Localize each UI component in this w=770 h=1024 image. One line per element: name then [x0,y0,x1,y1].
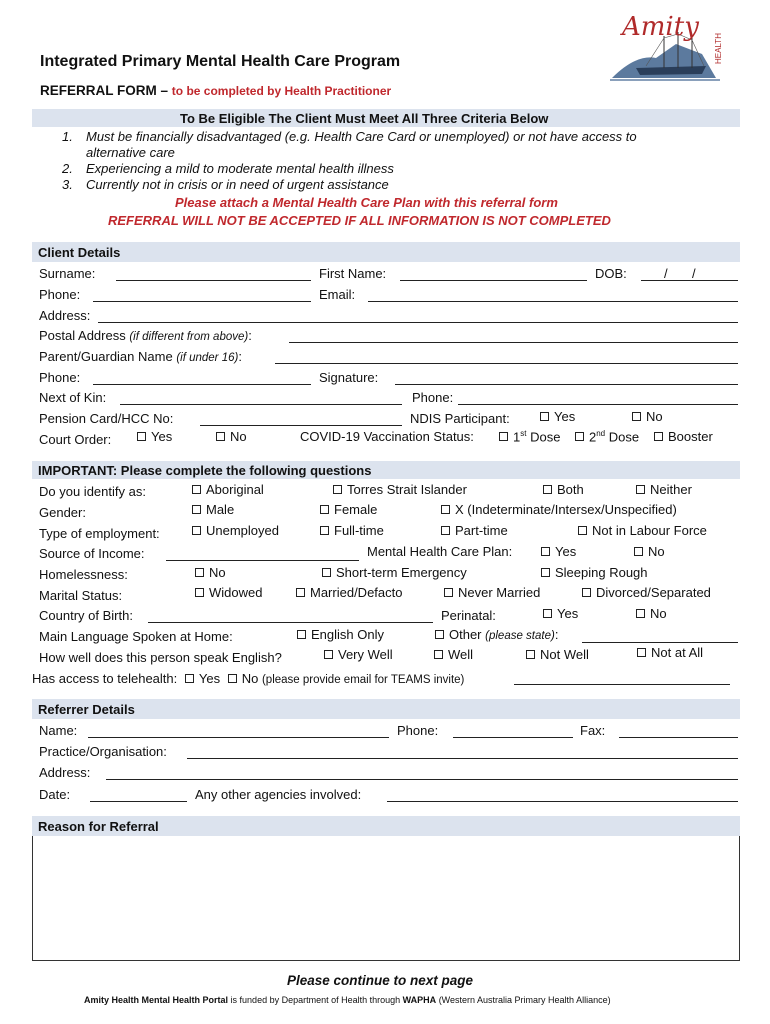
guardian-field[interactable] [275,363,738,364]
court-no-option[interactable] [216,429,247,444]
amity-logo [606,14,734,84]
perinatal-no-label: No [650,606,667,621]
logo-health: HEALTH [714,33,723,64]
tele-yes-label: Yes [198,671,221,686]
reason-heading: Reason for Referral [38,819,159,834]
pension-field[interactable] [200,425,402,426]
warning-notice: REFERRAL WILL NOT BE ACCEPTED IF ALL INFORMATION IS NOT COMPLETED [108,213,611,228]
ndis-no-label: No [646,409,663,424]
referrer-name-label: Name: [39,723,78,738]
postal-address-label [39,328,252,343]
referrer-address-field[interactable] [106,779,738,780]
ndis-yes-label: Yes [554,409,576,424]
checkbox-icon[interactable] [192,485,201,494]
dose2-label: Dose [608,429,640,445]
date-field[interactable] [90,801,187,802]
telehealth-email-field[interactable] [514,684,730,685]
perinatal-label: Perinatal: [441,608,496,623]
female-label: Female [334,502,378,517]
female-option[interactable] [320,502,377,517]
fulltime-option[interactable] [320,523,384,538]
checkbox-icon[interactable] [216,432,225,441]
address-label: Address: [39,308,91,323]
other-option[interactable] [435,627,558,642]
divorced-label: Divorced/Separated [596,585,711,600]
court-yes-label: Yes [151,429,173,444]
criteria-heading: To Be Eligible The Client Must Meet All Three Criteria Below [180,111,549,126]
mhcp-label: Mental Health Care Plan: [367,544,513,559]
never-married-option[interactable] [444,585,540,600]
dose2-num: 2 [589,429,597,445]
not-well-option[interactable] [526,647,589,662]
checkbox-icon[interactable] [637,648,646,657]
referrer-heading: Referrer Details [38,702,135,717]
checkbox-icon[interactable] [541,547,550,556]
signature-label: Signature: [319,370,379,385]
short-term-label: Short-term Emergency [336,565,467,580]
very-well-label: Very Well [338,647,393,662]
checkbox-icon[interactable] [435,630,444,639]
homeless-no-label: No [209,565,226,580]
checkbox-icon[interactable] [192,505,201,514]
covid-label: COVID-19 Vaccination Status: [300,429,474,444]
not-labour-label: Not in Labour Force [592,523,707,538]
checkbox-icon[interactable] [320,505,329,514]
well-option[interactable] [434,647,473,662]
criteria-3: Currently not in crisis or in need of urgent assistance [86,177,389,192]
checkbox-icon[interactable] [526,650,535,659]
important-band [32,461,740,479]
client-details-heading: Client Details [38,245,121,260]
first-name-field[interactable] [400,280,587,281]
unemployed-label: Unemployed [206,523,279,538]
kin-phone-label: Phone: [412,390,454,405]
sleeping-label: Sleeping Rough [555,565,648,580]
both-label: Both [557,482,584,497]
well-label: Well [448,647,474,662]
neither-label: Neither [650,482,692,497]
tele-no-label: No [241,671,259,686]
widowed-option[interactable] [195,585,262,600]
unemployed-option[interactable] [192,523,279,538]
not-well-label: Not Well [540,647,589,662]
aboriginal-option[interactable] [192,482,264,497]
referrer-phone-field[interactable] [453,737,573,738]
checkbox-icon[interactable] [333,485,342,494]
checkbox-icon[interactable] [228,674,237,683]
married-option[interactable] [296,585,402,600]
fulltime-label: Full-time [334,523,384,538]
income-field[interactable] [166,560,359,561]
dose2-sup: nd [596,429,606,438]
country-label: Country of Birth: [39,608,133,623]
criteria-2: Experiencing a mild to moderate mental health illness [86,161,394,176]
pension-label: Pension Card/HCC No: [39,411,174,426]
checkbox-icon[interactable] [578,526,587,535]
x-option[interactable] [441,502,677,517]
dose1-sup: st [520,429,527,438]
address-field[interactable] [98,322,738,323]
court-order-label: Court Order: [39,432,112,447]
reason-textarea[interactable] [32,836,740,961]
checkbox-icon[interactable] [582,588,591,597]
postal-colon: : [248,328,252,343]
divorced-option[interactable] [582,585,711,600]
parttime-option[interactable] [441,523,508,538]
ndis-label: NDIS Participant: [410,411,510,426]
court-no-label: No [230,429,247,444]
surname-label: Surname: [39,266,96,281]
attach-notice: Please attach a Mental Health Care Plan with this referral form [175,195,558,210]
phone-field-2[interactable] [93,384,311,385]
next-of-kin-field[interactable] [120,404,402,405]
other-label: Other [449,627,482,642]
homeless-no-option[interactable] [195,565,226,580]
dob-label: DOB: [595,266,627,281]
guardian-label [39,349,242,364]
checkbox-icon[interactable] [634,547,643,556]
male-option[interactable] [192,502,234,517]
dash: – [160,83,169,98]
criteria-1-cont: alternative care [86,145,175,160]
language-label: Main Language Spoken at Home: [39,629,233,644]
sleeping-option[interactable] [541,565,648,580]
form-subtitle [40,83,391,98]
checkbox-icon[interactable] [441,526,450,535]
funded-text: is funded by Department of Health through [230,995,401,1005]
logo-text: Amity [622,12,699,42]
checkbox-icon[interactable] [444,588,453,597]
english-label: English Only [311,627,384,642]
referrer-fax-field[interactable] [619,737,738,738]
first-name-label: First Name: [319,266,387,281]
email-label: Email: [319,287,356,302]
practice-label: Practice/Organisation: [39,744,167,759]
important-heading: IMPORTANT: Please complete the following questions [38,463,372,478]
referrer-name-field[interactable] [88,737,389,738]
dob-slash-1: / [664,266,668,281]
country-field[interactable] [148,622,433,623]
phone-label: Phone: [39,287,81,302]
signature-field[interactable] [395,384,738,385]
short-term-option[interactable] [322,565,467,580]
dose2-option[interactable] [575,429,639,444]
checkbox-icon[interactable] [185,674,194,683]
mhcp-no-option[interactable] [634,544,665,559]
both-option[interactable] [543,482,584,497]
referrer-fax-label: Fax: [580,723,606,738]
criteria-1-num: 1. [62,129,73,144]
widowed-label: Widowed [209,585,263,600]
wapha-full: (Western Australia Primary Health Alliance) [438,995,611,1005]
other-note: (please state) [485,630,555,642]
dose1-num: 1 [513,429,521,445]
agencies-label: Any other agencies involved: [195,787,362,802]
reason-band [32,816,740,836]
date-label: Date: [39,787,71,802]
employment-label: Type of employment: [39,526,160,541]
criteria-2-num: 2. [62,161,73,176]
checkbox-icon[interactable] [541,568,550,577]
booster-label: Booster [668,429,713,444]
checkbox-icon[interactable] [296,588,305,597]
ndis-no-option[interactable] [632,409,663,424]
checkbox-icon[interactable] [195,568,204,577]
funding-note [84,995,611,1005]
checkbox-icon[interactable] [636,485,645,494]
phone-label-2: Phone: [39,370,81,385]
checkbox-icon[interactable] [499,432,508,441]
checkbox-icon[interactable] [632,412,641,421]
telehealth-row [32,671,464,686]
criteria-1: Must be financially disadvantaged (e.g. Health Care Card or unemployed) or not have access to [86,129,637,144]
checkbox-icon[interactable] [434,650,443,659]
page-title: Integrated Primary Mental Health Care Program [40,53,401,70]
english-level-label: How well does this person speak English? [39,650,282,665]
checkbox-icon[interactable] [324,650,333,659]
dose1-label: Dose [530,429,561,445]
booster-option[interactable] [654,429,713,444]
tele-note: (please provide email for TEAMS invite) [261,674,465,686]
checkbox-icon[interactable] [195,588,204,597]
portal-name: Amity Health Mental Health Portal [84,995,229,1005]
referrer-address-label: Address: [39,765,91,780]
referral-form-label: REFERRAL FORM [40,83,157,98]
kin-phone-field[interactable] [458,404,738,405]
checkbox-icon[interactable] [636,609,645,618]
perinatal-yes-label: Yes [557,606,579,621]
criteria-3-num: 3. [62,177,73,192]
identify-label: Do you identify as: [39,484,146,499]
perinatal-yes-option[interactable] [543,606,578,621]
mhcp-yes-option[interactable] [541,544,576,559]
phone-field[interactable] [93,301,311,302]
guardian-text: Parent/Guardian Name [39,349,173,364]
referrer-band [32,699,740,719]
next-of-kin-label: Next of Kin: [39,390,107,405]
agencies-field[interactable] [387,801,738,802]
very-well-option[interactable] [324,647,393,662]
never-married-label: Never Married [458,585,541,600]
criteria-band [32,109,740,127]
guardian-colon: : [238,349,242,364]
checkbox-icon[interactable] [297,630,306,639]
torres-option[interactable] [333,482,467,497]
not-all-option[interactable] [637,645,703,660]
client-details-band [32,242,740,262]
mhcp-yes-label: Yes [555,544,577,559]
surname-field[interactable] [116,280,311,281]
other-language-field[interactable] [582,642,738,643]
perinatal-no-option[interactable] [636,606,667,621]
dob-field[interactable] [641,280,738,281]
checkbox-icon[interactable] [654,432,663,441]
telehealth-label: Has access to telehealth: [32,671,178,686]
checkbox-icon[interactable] [137,432,146,441]
other-colon: : [554,627,559,642]
gender-label: Gender: [39,505,86,520]
postal-text: Postal Address [39,328,126,343]
practitioner-note: to be completed by Health Practitioner [171,84,392,98]
checkbox-icon[interactable] [543,609,552,618]
referrer-phone-label: Phone: [397,723,439,738]
ndis-yes-option[interactable] [540,409,575,424]
court-yes-option[interactable] [137,429,172,444]
married-label: Married/Defacto [310,585,403,600]
checkbox-icon[interactable] [540,412,549,421]
wapha: WAPHA [402,995,437,1005]
practice-field[interactable] [187,758,738,759]
mhcp-no-label: No [648,544,665,559]
checkbox-icon[interactable] [441,505,450,514]
x-label: X (Indeterminate/Intersex/Unspecified) [455,502,677,517]
continue-note: Please continue to next page [287,973,474,988]
marital-label: Marital Status: [39,588,123,603]
not-labour-option[interactable] [578,523,707,538]
checkbox-icon[interactable] [322,568,331,577]
homeless-label: Homelessness: [39,567,128,582]
dose1-option[interactable] [499,429,560,444]
income-label: Source of Income: [39,546,145,561]
male-label: Male [206,502,235,517]
aboriginal-label: Aboriginal [206,482,264,497]
parttime-label: Part-time [455,523,508,538]
checkbox-icon[interactable] [575,432,584,441]
checkbox-icon[interactable] [320,526,329,535]
checkbox-icon[interactable] [543,485,552,494]
checkbox-icon[interactable] [192,526,201,535]
email-field[interactable] [368,301,738,302]
postal-address-field[interactable] [289,342,738,343]
not-all-label: Not at All [651,645,704,660]
neither-option[interactable] [636,482,692,497]
guardian-note: (if under 16) [176,352,239,364]
postal-note: (if different from above) [129,331,249,343]
english-option[interactable] [297,627,384,642]
torres-label: Torres Strait Islander [347,482,467,497]
dob-slash-2: / [692,266,696,281]
